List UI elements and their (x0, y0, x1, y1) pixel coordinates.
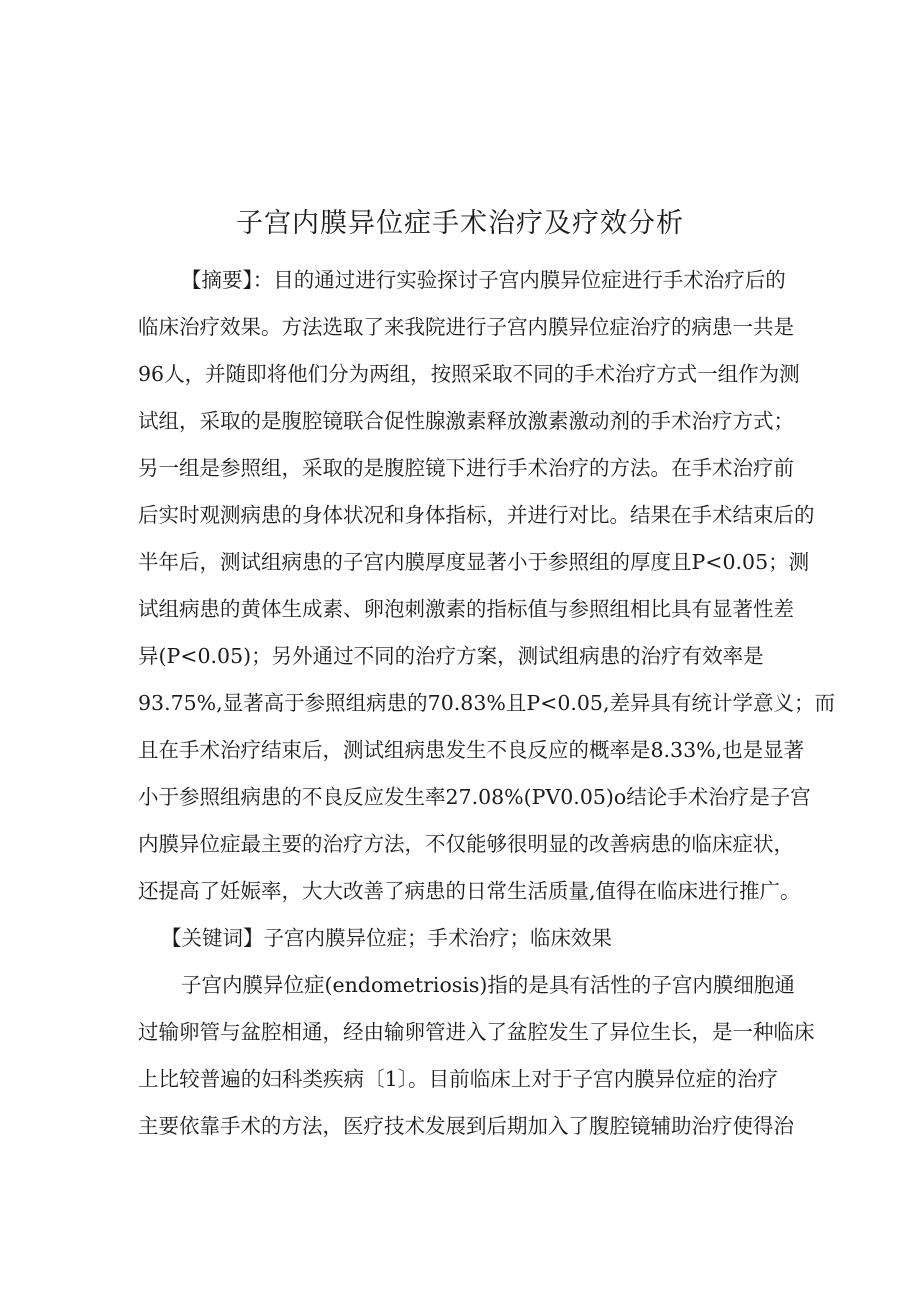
abstract-line-5: 另一组是参照组，采取的是腹腔镜下进行手术治疗的方法。在手术治疗前 (138, 456, 794, 480)
body-line-1: 子宫内膜异位症(endometriosis)指的是具有活性的子宫内膜细胞通 (181, 973, 795, 997)
abstract-line-13: 内膜异位症最主要的治疗方法，不仅能够很明显的改善病患的临床症状， (138, 832, 794, 856)
abstract-line-1: 【摘要】：目的通过进行实验探讨子宫内膜异位症进行手术治疗后的 (181, 268, 786, 292)
document-title: 子宫内膜异位症手术治疗及疗效分析 (236, 208, 684, 240)
abstract-line-3: 96人，并随即将他们分为两组，按照采取不同的手术治疗方式一组作为测 (138, 362, 800, 386)
abstract-line-10: 93.75%,显著高于参照组病患的70.83%且P<0.05,差异具有统计学意义；而 (138, 691, 835, 715)
abstract-line-7: 半年后，测试组病患的子宫内膜厚度显著小于参照组的厚度且P<0.05；测 (138, 550, 810, 574)
body-line-4: 主要依靠手术的方法，医疗技术发展到后期加入了腹腔镜辅助治疗使得治 (138, 1114, 794, 1138)
abstract-line-2: 临床治疗效果。方法选取了来我院进行子宫内膜异位症治疗的病患一共是 (138, 315, 794, 339)
body-line-2: 过输卵管与盆腔相通，经由输卵管进入了盆腔发生了异位生长，是一种临床 (138, 1020, 815, 1044)
abstract-line-12: 小于参照组病患的不良反应发生率27.08%(PV0.05)o结论手术治疗是子宫 (138, 785, 811, 809)
abstract-line-9: 异(P<0.05)；另外通过不同的治疗方案，测试组病患的治疗有效率是 (138, 644, 764, 668)
body-line-3: 上比较普遍的妇科类疾病〔1〕。目前临床上对于子宫内膜异位症的治疗 (138, 1067, 778, 1091)
abstract-line-4: 试组，采取的是腹腔镜联合促性腺激素释放激素激动剂的手术治疗方式； (138, 409, 794, 433)
abstract-line-11: 且在手术治疗结束后，测试组病患发生不良反应的概率是8.33%,也是显著 (138, 738, 805, 762)
keywords-line: 【关键词】子宫内膜异位症；手术治疗；临床效果 (161, 926, 612, 950)
abstract-line-14: 还提高了妊娠率，大大改善了病患的日常生活质量,值得在临床进行推广。 (138, 879, 801, 903)
abstract-line-8: 试组病患的黄体生成素、卵泡刺激素的指标值与参照组相比具有显著性差 (138, 597, 794, 621)
abstract-line-6: 后实时观测病患的身体状况和身体指标，并进行对比。结果在手术结束后的 (138, 503, 815, 527)
